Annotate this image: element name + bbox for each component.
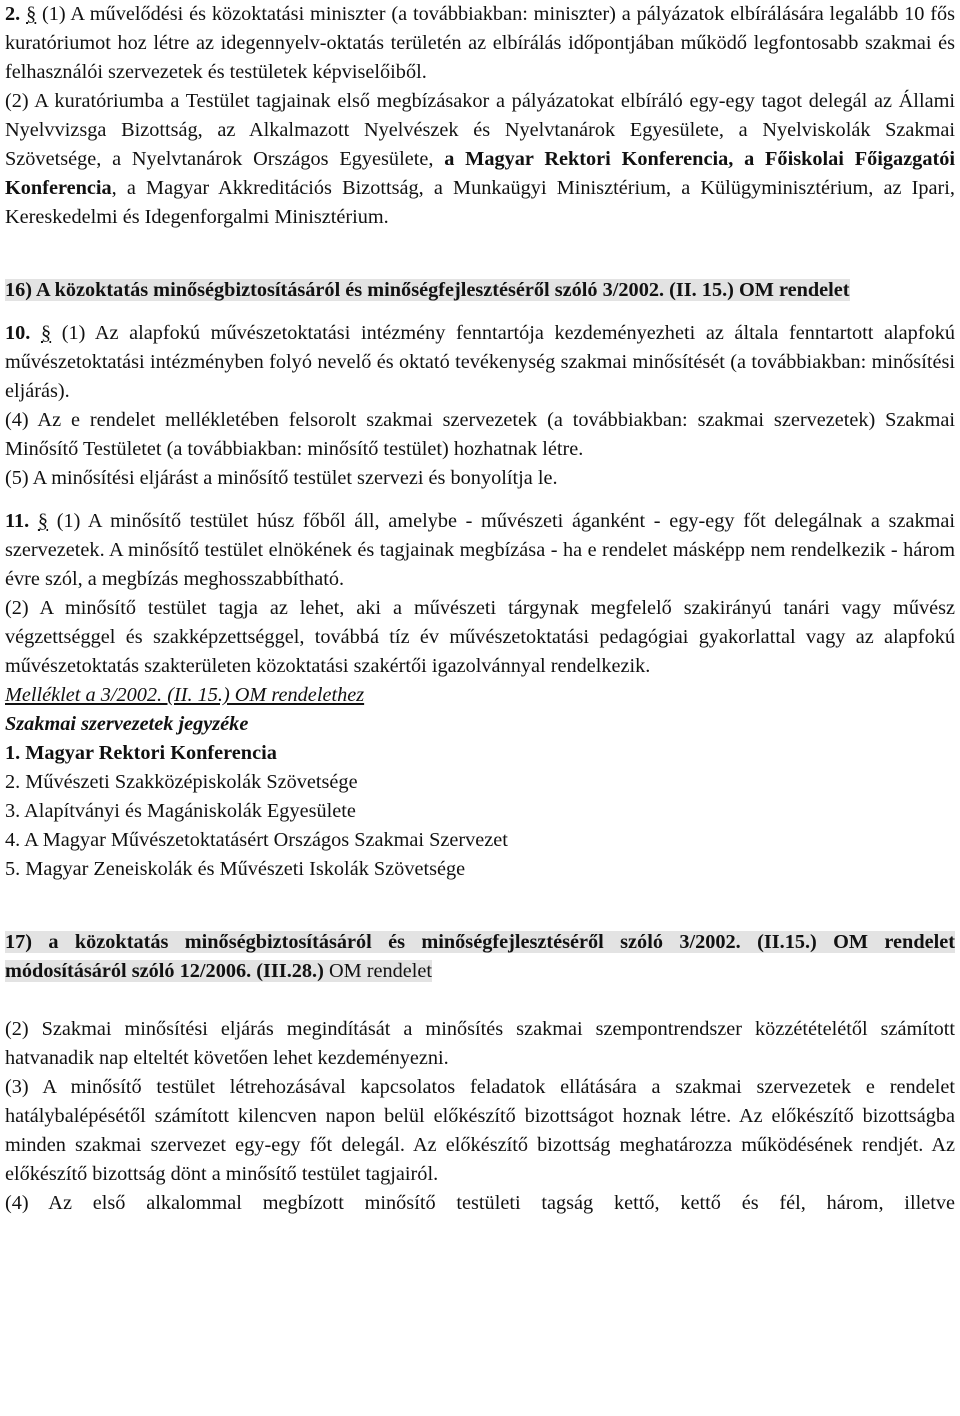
list-item xyxy=(5,739,955,768)
paragraph-text: (1) A művelődési és közoktatási miniszter (a továbbiakban: miniszter) a pályázatok elbírálására legalább 10 fős kuratóriumot hoz létre az idegennyelv-oktatás területén az elbírálás időpontjában működő legfontosabb szakmai és felhasználói szervezetek és testületek képviselőiből. xyxy=(5,3,955,83)
section-number: 10. xyxy=(5,322,31,344)
section-sign-link[interactable]: § xyxy=(40,322,52,344)
paragraph-17-3 xyxy=(5,1073,955,1189)
paragraph-text: (3) A minősítő testület létrehozásával kapcsolatos feladatok ellátására a szakmai szervezetek e rendelet hatálybalépésétől számított kilencven napon belül előkészítő bizottságot hoznak létre. Az előkészítő bizottságba minden szakmai szervezet egy-egy főt delegál. Az előkészítő bizottság meghatározza működésének rendjét. Az előkészítő bizottság dönt a minősítő testület tagjairól. xyxy=(5,1076,955,1185)
paragraph-text: (4) Az e rendelet mellékletében felsorolt szakmai szervezetek (a továbbiakban: szakmai szervezetek) Szakmai Minősítő Testületet (a továbbiakban: minősítő testület) hozhatnak létre. xyxy=(5,409,955,460)
paragraph-11-2 xyxy=(5,594,955,681)
paragraph-text: (4) Az első alkalommal megbízott minősítő testületi tagság kettő, kettő és fél, három, illetve xyxy=(5,1192,955,1214)
list-item-text: 1. Magyar Rektori Konferencia xyxy=(5,742,277,764)
section-number: 2. xyxy=(5,3,21,25)
list-item xyxy=(5,768,955,797)
list-item-text: 3. Alapítványi és Magániskolák Egyesülete xyxy=(5,800,356,822)
list-item xyxy=(5,826,955,855)
paragraph-text: (1) A minősítő testület húsz főből áll, amelybe - művészeti áganként - egy-egy főt delegálnak a szakmai szervezetek. A minősítő testület elnökének és tagjainak megbízása - ha e rendelet másképp nem rendelkezik - három évre szól, a megbízás meghosszabbítható. xyxy=(5,510,956,590)
annex-title xyxy=(5,681,955,710)
list-item-text: 4. A Magyar Művészetoktatásért Országos Szakmai Szervezet xyxy=(5,829,508,851)
heading-17 xyxy=(5,928,955,986)
list-item xyxy=(5,797,955,826)
section-number: 11. xyxy=(5,510,30,532)
list-title xyxy=(5,710,955,739)
paragraph-text: (2) A minősítő testület tagja az lehet, aki a művészeti tárgynak megfelelő szakirányú tanári vagy művész végzettséggel és szakképzettséggel, továbbá tíz év művészetoktatási pedagógiai gyakorlattal vagy az alapfokú művészetoktatás szakterületen közoktatási szakértői igazolvánnyal rendelkezik. xyxy=(5,597,955,677)
paragraph-text: (5) A minősítési eljárást a minősítő testület szervezi és bonyolítja le. xyxy=(5,467,558,489)
paragraph-17-4 xyxy=(5,1189,955,1218)
list-title-text: Szakmai szervezetek jegyzéke xyxy=(5,713,249,735)
paragraph-text: (1) Az alapfokú művészetoktatási intézmény fenntartója kezdeményezheti az általa fenntartott alapfokú művészetoktatási intézményben folyó nevelő és oktató tevékenység szakmai minősítését (a továbbiakban: minősítési eljárás). xyxy=(5,322,955,402)
paragraph-2-1 xyxy=(5,0,955,87)
paragraph-text: (2) A kuratóriumba a Testület tagjainak első megbízásakor a pályázatokat elbíráló egy-egy tagot delegál az Állami Nyelvvizsga Bizottság, az Alkalmazott Nyelvészek és Nyelvtanárok Egyesülete, a Nyelviskolák Szakmai Szövetsége, a Nyelvtanárok Országos Egyesülete, xyxy=(5,90,955,170)
paragraph-10-1 xyxy=(5,319,955,406)
paragraph-17-2 xyxy=(5,1015,955,1073)
heading-17-suffix: OM rendelet xyxy=(323,960,433,982)
paragraph-11-1 xyxy=(5,507,955,594)
annex-title-text: Melléklet a 3/2002. (II. 15.) OM rendelethez xyxy=(5,684,365,706)
heading-16-text: 16) A közoktatás minőségbiztosításáról és minőségfejlesztéséről szóló 3/2002. (II. 15.) OM rendelet xyxy=(5,279,850,301)
paragraph-10-5 xyxy=(5,464,955,493)
bold-organizations: a Magyar Rektori Konferencia, a Főiskolai Főigazgatói Konferencia xyxy=(5,148,955,199)
heading-17-text: 17) a közoktatás minőségbiztosításáról és minőségfejlesztéséről szóló 3/2002. (II.15.) OM rendelet módosításáról szóló 12/2006. (III.28.) xyxy=(5,931,955,982)
paragraph-2-2 xyxy=(5,87,955,232)
paragraph-text: (2) Szakmai minősítési eljárás megindítását a minősítés szakmai szempontrendszer közzétételétől számított hatvanadik nap elteltét követően lehet kezdeményezni. xyxy=(5,1018,955,1069)
section-sign-link[interactable]: § xyxy=(37,510,49,532)
document-page xyxy=(5,0,955,1218)
heading-16 xyxy=(5,276,955,305)
paragraph-text: , a Magyar Akkreditációs Bizottság, a Munkaügyi Minisztérium, a Külügyminisztérium, az Ipari, Kereskedelmi és Idegenforgalmi Minisztérium. xyxy=(5,177,955,228)
list-item-text: 2. Művészeti Szakközépiskolák Szövetsége xyxy=(5,771,358,793)
list-item-text: 5. Magyar Zeneiskolák és Művészeti Iskolák Szövetsége xyxy=(5,858,466,880)
section-sign-link[interactable]: § xyxy=(26,3,37,25)
paragraph-10-4 xyxy=(5,406,955,464)
list-item xyxy=(5,855,955,884)
